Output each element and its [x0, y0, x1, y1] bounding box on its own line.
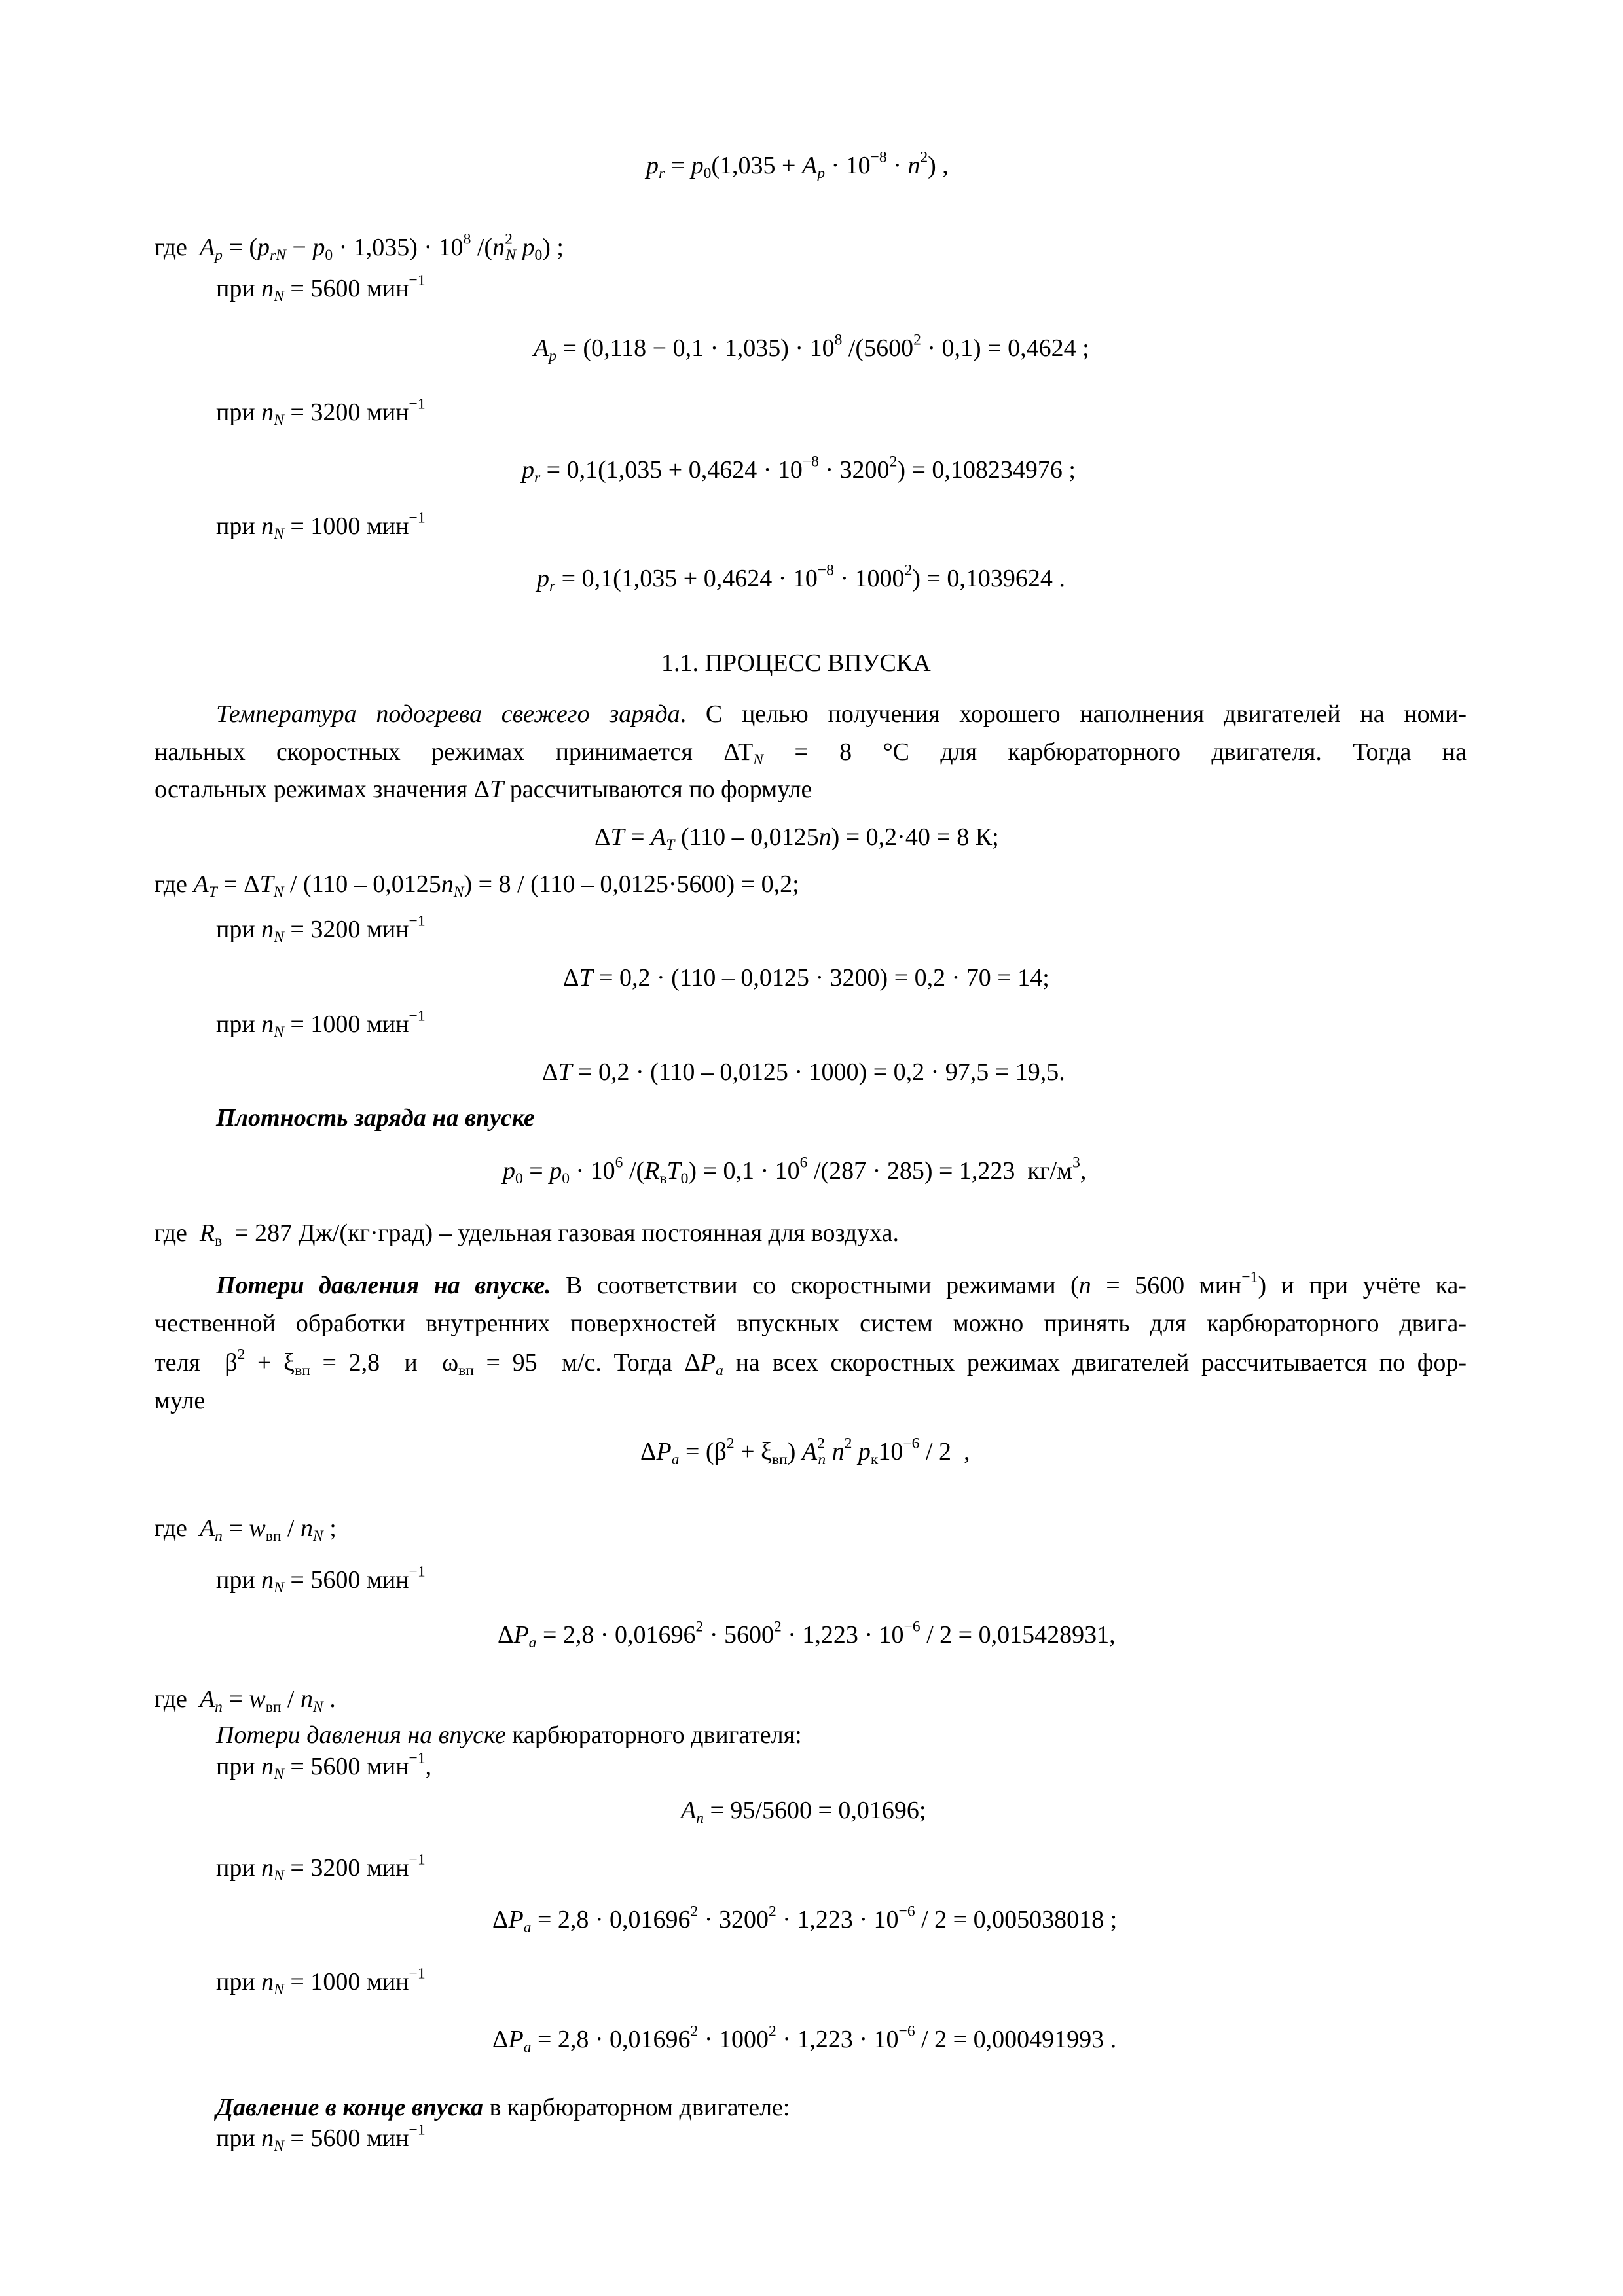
condition-1000-a: при $n_N = 1000$ мин$^{-1}$: [216, 509, 426, 543]
delta-t-3200: ΔT = 0,2 · (110 – 0,0125 · 3200) = 0,2 · 70 = 14;: [563, 964, 1049, 992]
condition-3200-b: при $n_N = 3200$ мин$^{-1}$: [216, 912, 426, 946]
pr-formula: $p_r = p_0(1,035 + A_p \cdot 10^{-8} \cdot n^2)$ ,: [646, 149, 949, 183]
loss-paragraph-line-1: Потери давления на впуске. В соответствии со скоростными режимами (n = 5600 мин$^{-1}$) и при учёте ка-: [216, 1268, 1467, 1299]
delta-pa-5600: $\Delta P_a = 2,8 \cdot 0,01696^2 \cdot 5600^2 \cdot 1,223 \cdot 10^{-6} / 2 = 0,015428931$,: [498, 1618, 1116, 1652]
temperature-paragraph-line-3: остальных режимах значения ΔT рассчитываются по формуле: [155, 776, 812, 803]
delta-t-1000: ΔT = 0,2 · (110 – 0,0125 · 1000) = 0,2 · 97,5 = 19,5.: [542, 1058, 1065, 1086]
pr-3200-calculation: $p_r = 0,1(1,035 + 0,4624 \cdot 10^{-8} \cdot 3200^2) = 0,108234976$ ;: [522, 453, 1076, 487]
condition-5600-d: при $n_N = 5600$ мин$^{-1}$: [216, 2121, 426, 2155]
delta-pa-1000: $\Delta P_a = 2,8 \cdot 0,01696^2 \cdot 1000^2 \cdot 1,223 \cdot 10^{-6} / 2 = 0,000491993$ .: [492, 2022, 1117, 2056]
condition-5600-b: при $n_N = 5600$ мин$^{-1}$: [216, 1563, 426, 1597]
condition-5600-c: при $n_N = 5600$ мин$^{-1}$,: [216, 1749, 432, 1784]
density-heading: Плотность заряда на впуске: [216, 1104, 535, 1132]
pr-1000-calculation: $p_r = 0,1(1,035 + 0,4624 \cdot 10^{-8} \cdot 1000^2) = 0,1039624$ .: [537, 562, 1065, 596]
temperature-paragraph-line-2: нальных скоростных режимах принимается $\Delta T_N = 8$ °С для карбюраторного двигателя. Тогда на: [155, 738, 1467, 769]
ap-calculation: $A_p = (0,118 - 0,1 \cdot 1,035) \cdot 10^8$ $/(5600^2 \cdot 0,1) = 0,4624$ ;: [534, 331, 1089, 365]
condition-1000-b: при $n_N = 1000$ мин$^{-1}$: [216, 1007, 426, 1041]
an-definition-a: где $A_n = w_{вп} / n_N$ ;: [155, 1515, 337, 1545]
end-pressure-label: Давление в конце впуска в карбюраторном двигателе:: [216, 2094, 790, 2121]
loss-paragraph-line-4: муле: [155, 1387, 206, 1414]
delta-pa-formula: $\Delta P_a = (\beta^2 + \xi_{вп})$ $A^2_n$ $n^2$ $p_к10^{-6} / 2$ ,: [640, 1435, 970, 1469]
loss-paragraph-line-2: чественной обработки внутренних поверхностей впускных систем можно принять для карбюраторного двига-: [155, 1310, 1467, 1337]
temperature-paragraph-line-1: Температура подогрева свежего заряда. С целью получения хорошего наполнения двигателей на номи-: [216, 700, 1467, 728]
loss-paragraph-line-3: теля $\beta^2 + \xi_{вп} = 2,8$ и $\omega_{вп} = 95$ м/с. Тогда $\Delta P_a$ на всех скоростных режимах двигателей рассчитывается по фор-: [155, 1346, 1467, 1380]
rv-definition: где $R_в = 287$ Дж/(кг·град) – удельная газовая постоянная для воздуха.: [155, 1219, 900, 1250]
condition-1000-c: при $n_N = 1000$ мин$^{-1}$: [216, 1965, 426, 1999]
delta-t-formula: $\Delta T = A_T$ (110 – 0,0125n) = 0,2·40 = 8 К;: [594, 823, 999, 854]
an-value: $A_n = 95/5600 = 0,01696$;: [681, 1797, 926, 1827]
condition-3200-c: при $n_N = 3200$ мин$^{-1}$: [216, 1851, 426, 1885]
loss-carburetor-label: Потери давления на впуске карбюраторного двигателя:: [216, 1721, 802, 1749]
section-heading: 1.1. ПРОЦЕСС ВПУСКА: [661, 649, 931, 677]
condition-5600-a: при $n_N = 5600$ мин$^{-1}$: [216, 272, 426, 306]
an-definition-b: где $A_n = w_{вп} / n_N$ .: [155, 1685, 336, 1716]
density-formula: $p_0 = p_0 \cdot 10^6$ $/(R_вT_0) = 0,1 \cdot 10^6$ /(287 · 285) = 1,223 $кг/м^3$,: [503, 1154, 1087, 1188]
delta-pa-3200: $\Delta P_a = 2,8 \cdot 0,01696^2 \cdot 3200^2 \cdot 1,223 \cdot 10^{-6} / 2 = 0,005038018$ ;: [492, 1903, 1118, 1937]
at-definition: где $A_T = \Delta T_N / (110 - 0,0125n_N) = 8 / (110 - 0,0125\cdot 5600) = 0,2$;: [155, 870, 799, 901]
condition-3200-a: при $n_N = 3200$ мин$^{-1}$: [216, 395, 426, 429]
ap-definition: где $A_p = (p_{rN} - p_0 \cdot 1,035) \cdot 10^8$ $/(n^2_N$ $p_0$) ;: [155, 230, 564, 264]
